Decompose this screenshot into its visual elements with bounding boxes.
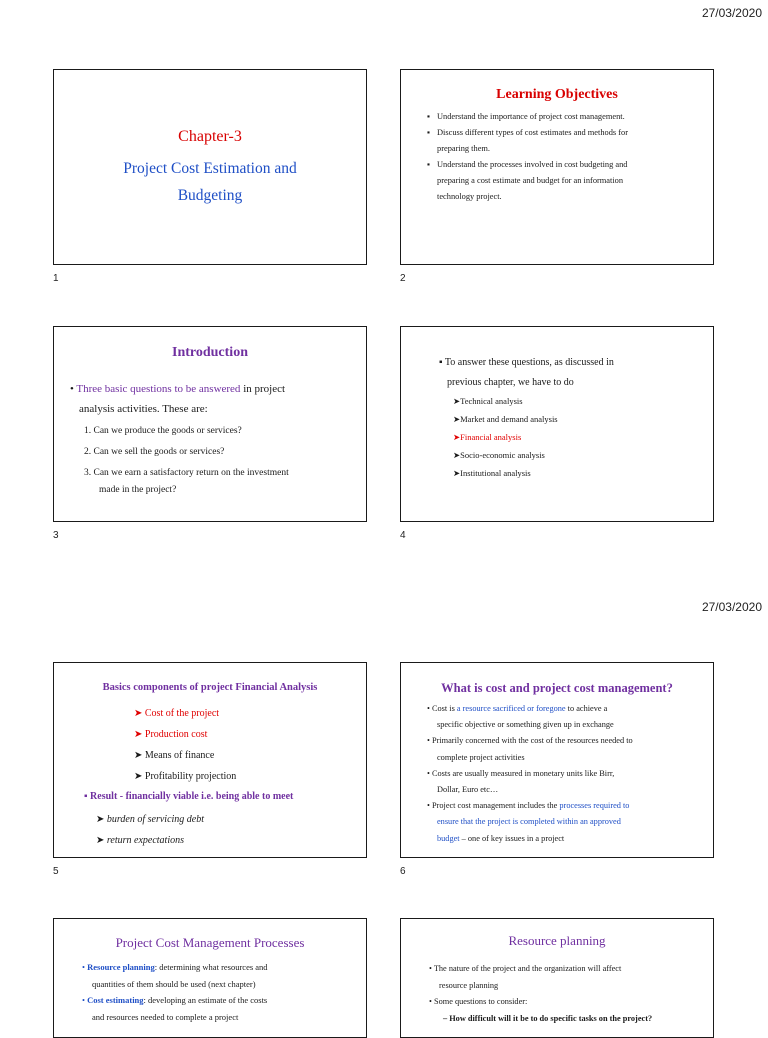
list-item: made in the project? [99, 485, 177, 495]
slide-number: 1 [53, 273, 59, 284]
list-item: ➤ Profitability projection [134, 771, 237, 782]
list-item: ➤Technical analysis [453, 396, 523, 406]
page-date: 27/03/2020 [701, 6, 762, 20]
list-item: budget – one of key issues in a project [437, 833, 565, 843]
list-item: quantities of them should be used (next chapter) [92, 978, 256, 989]
slide-number: 2 [400, 273, 406, 284]
slide-7 [53, 918, 367, 1038]
list-item: • Cost estimating: developing an estimate of the costs [82, 995, 268, 1005]
slide-title: Basics components of project Financial Analysis [102, 682, 318, 693]
list-item: technology project. [437, 192, 502, 201]
list-item: • Resource planning: determining what resources and [82, 962, 268, 972]
list-item: – How difficult will it be to do specific tasks on the project? [443, 1013, 653, 1023]
slide-5 [53, 662, 367, 858]
slide-number: 3 [53, 530, 59, 541]
slide-number: 5 [53, 866, 59, 877]
list-item: ➤ Cost of the project [134, 708, 220, 719]
result-line: ▪ Result - financially viable i.e. being able to meet [84, 791, 294, 802]
slide-2 [400, 69, 714, 265]
slide-title: Learning Objectives [496, 87, 618, 102]
cost-bullets [427, 701, 707, 847]
list-item: ➤ return expectations [96, 835, 184, 846]
list-item: preparing them. [437, 144, 491, 153]
list-item: Dollar, Euro etc… [437, 785, 499, 795]
result-sublist [96, 809, 204, 851]
list-item: ▪ Discuss different types of cost estimates and methods for [427, 128, 629, 137]
slide-number: 6 [400, 866, 406, 877]
list-item: ▪ Understand the processes involved in cost budgeting and [427, 160, 628, 169]
list-item: 1. Can we produce the goods or services? [84, 426, 242, 436]
list-item: ➤Socio-economic analysis [453, 450, 545, 460]
list-item: complete project activities [437, 752, 525, 762]
process-bullets [82, 959, 360, 1025]
list-item: • The nature of the project and the organization will affect [429, 964, 622, 973]
slide-title: What is cost and project cost management? [441, 681, 673, 695]
list-item: ➤Institutional analysis [453, 468, 531, 478]
page-date: 27/03/2020 [701, 600, 762, 614]
question-list [84, 421, 358, 496]
list-item: 2. Can we sell the goods or services? [84, 447, 225, 457]
planning-bullets [429, 961, 707, 1027]
slide-1 [53, 69, 367, 265]
slide-4 [400, 326, 714, 522]
component-list [134, 703, 236, 787]
intro-text: ▪ To answer these questions, as discussed in previous chapter, we have to do [439, 357, 614, 388]
list-item: • Project cost management includes the processes required to [427, 801, 630, 811]
slide-title: Introduction [172, 345, 248, 360]
slide-8 [400, 918, 714, 1038]
list-item: ➤Market and demand analysis [453, 414, 558, 424]
list-item: preparing a cost estimate and budget for an information [437, 176, 624, 185]
list-item: 3. Can we earn a satisfactory return on the investment [84, 468, 289, 478]
slide-title: Resource planning [508, 933, 606, 948]
list-item: • Costs are usually measured in monetary units like Birr, [427, 768, 615, 778]
slide-3 [53, 326, 367, 522]
slide-6 [400, 662, 714, 858]
list-item: • Cost is a resource sacrificed or foregone to achieve a [427, 704, 608, 713]
list-item: specific objective or something given up in exchange [437, 720, 614, 730]
slide-title: Project Cost Management Processes [115, 935, 305, 950]
chapter-title-line2: Budgeting [177, 187, 243, 204]
list-item: ➤ Production cost [134, 729, 208, 740]
list-item: ➤ burden of servicing debt [96, 814, 204, 825]
chapter-title-line1: Project Cost Estimation and [123, 160, 297, 177]
list-item: resource planning [439, 980, 499, 990]
list-item: ➤Financial analysis [453, 432, 522, 442]
objective-list [427, 109, 705, 205]
list-item: • Some questions to consider: [429, 997, 528, 1006]
list-item: ➤ Means of finance [134, 750, 215, 761]
chapter-label: Chapter-3 [178, 128, 242, 145]
list-item: • Primarily concerned with the cost of the resources needed to [427, 736, 633, 746]
list-item: and resources needed to complete a project [92, 1011, 239, 1022]
slide-number: 4 [400, 530, 406, 541]
list-item: ▪ Understand the importance of project cost management. [427, 112, 625, 121]
list-item: ensure that the project is completed within an approved [437, 817, 621, 827]
intro-text: • Three basic questions to be answered in project analysis activities. These are: [70, 383, 286, 415]
analysis-list [453, 392, 558, 482]
